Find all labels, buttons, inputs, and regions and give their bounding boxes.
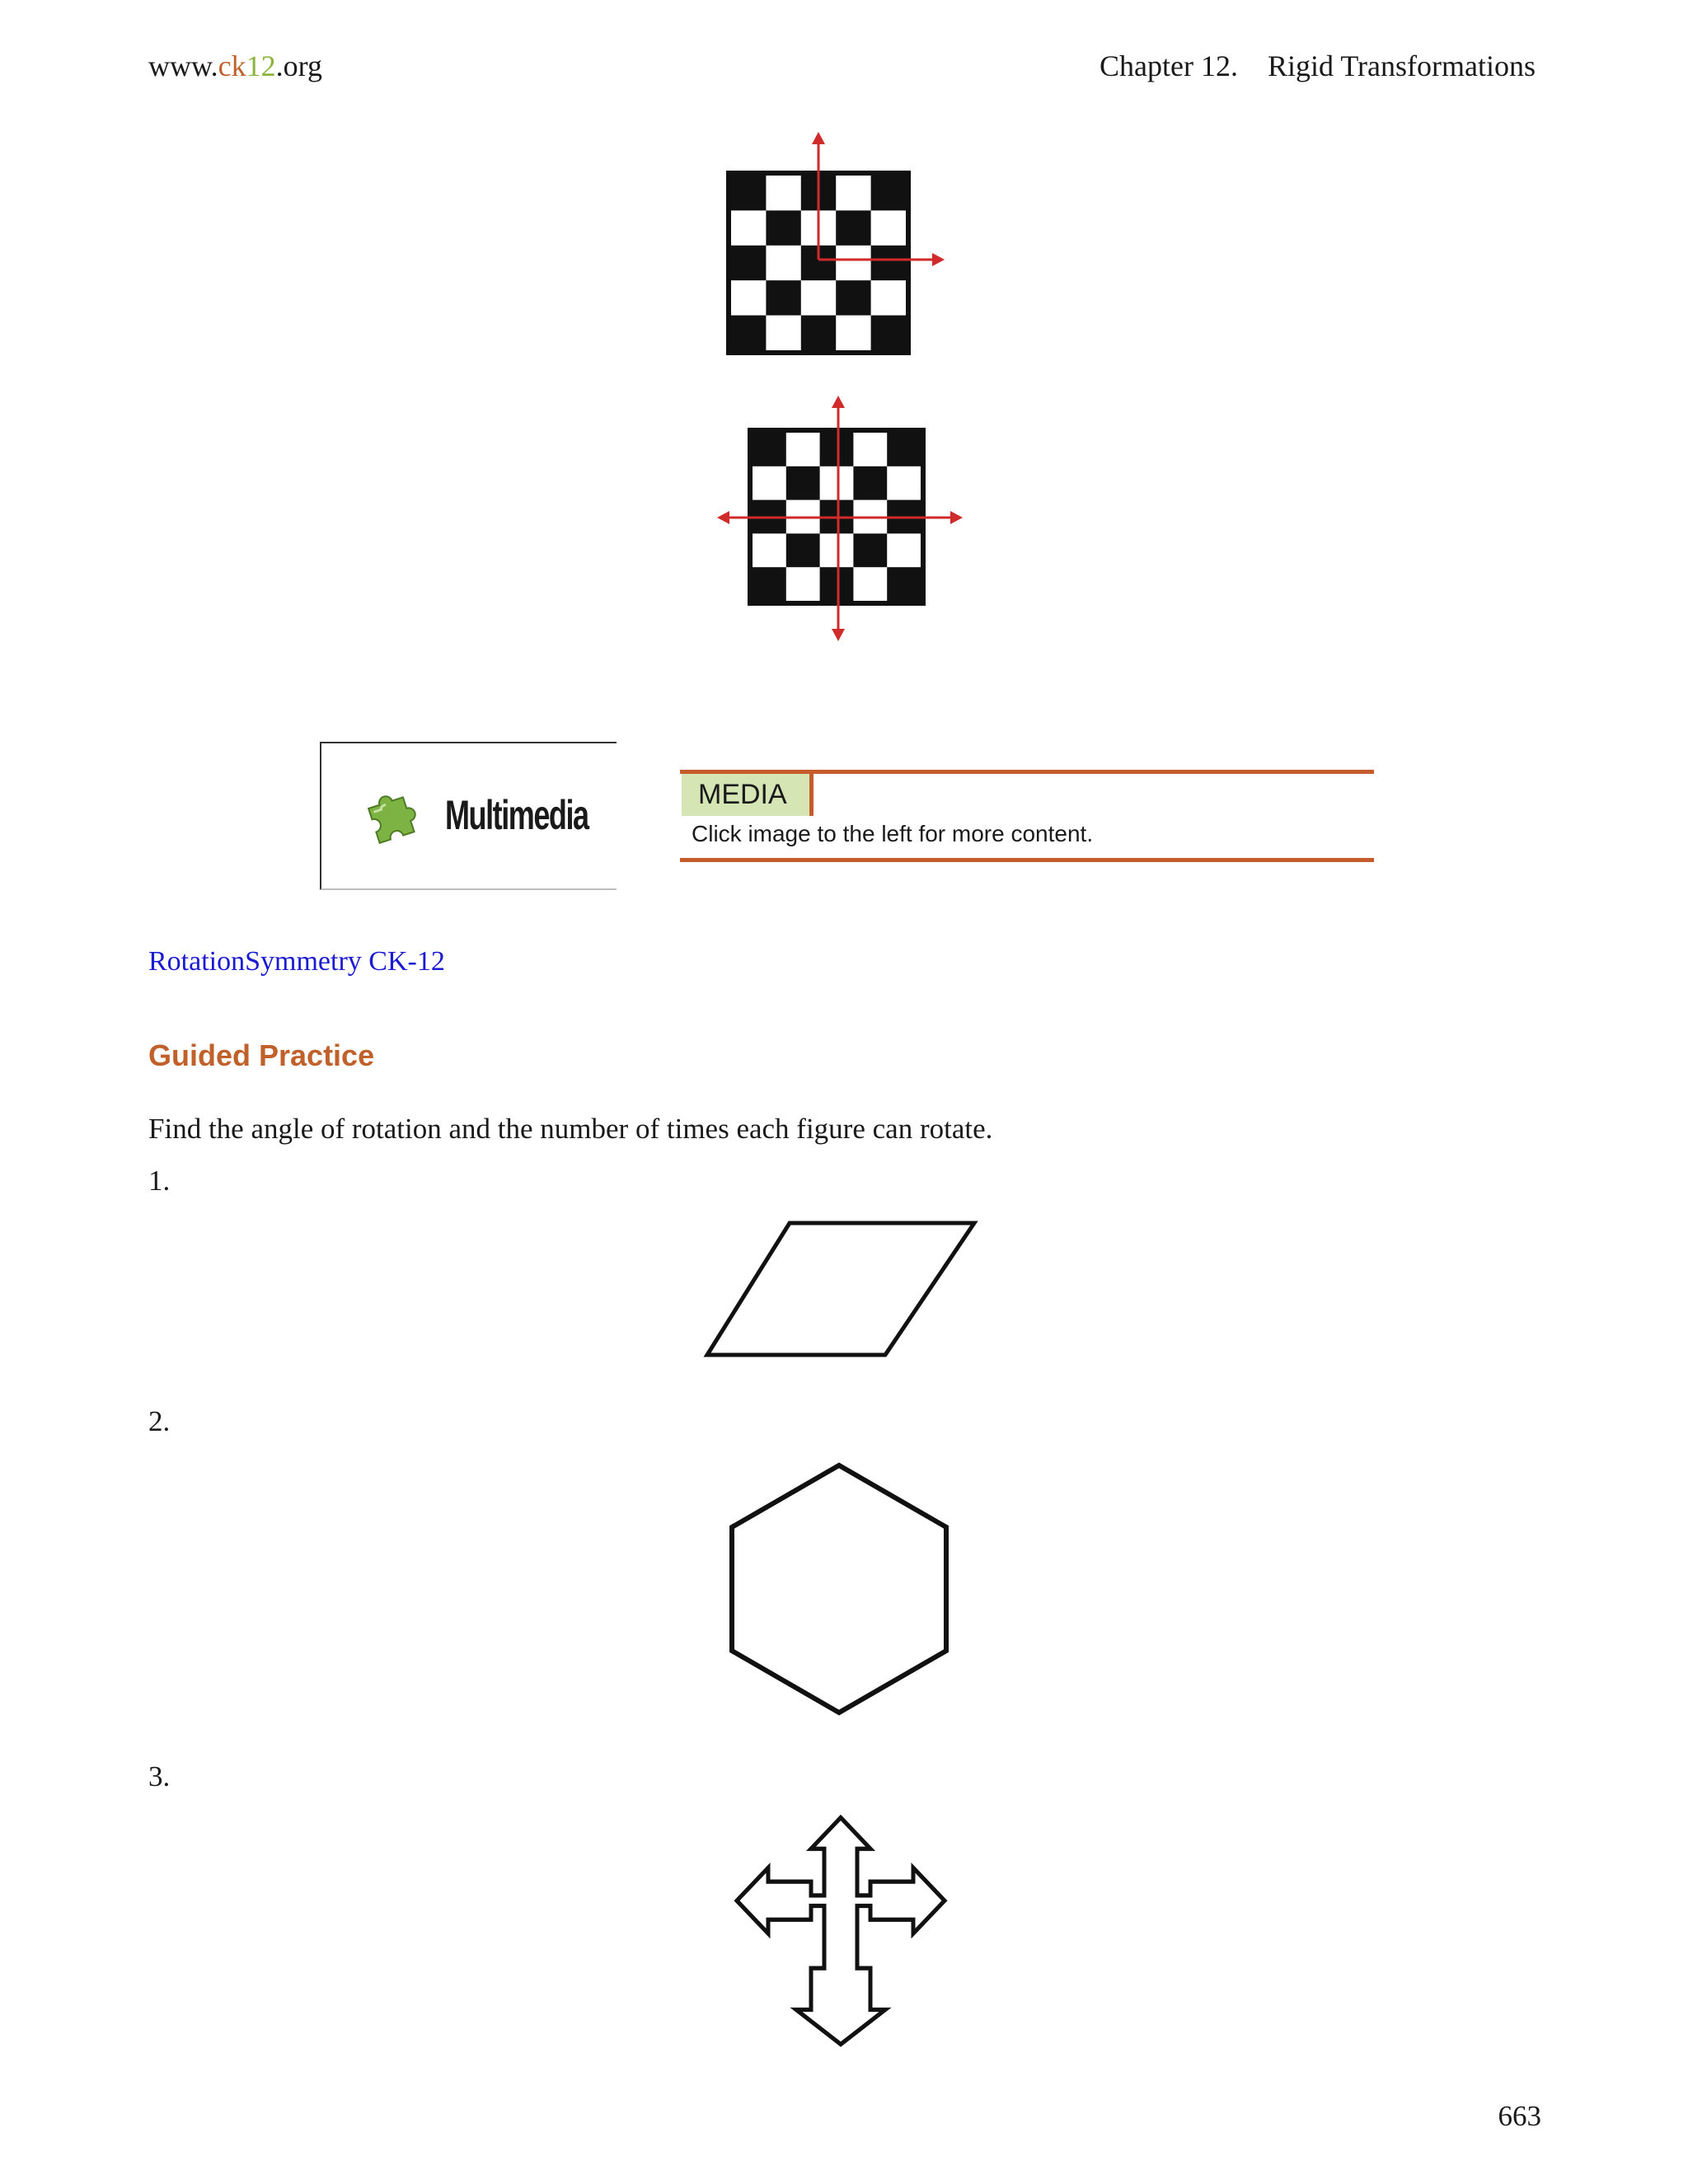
checkerboard-figure-full-axes [709, 387, 973, 651]
parallelogram-figure [701, 1218, 981, 1362]
site-url-ck: ck [218, 49, 246, 82]
checkerboard-figure-quarter-axes [725, 128, 948, 359]
media-caption: Click image to the left for more content. [692, 821, 1094, 846]
site-url-suffix: .org [275, 49, 322, 82]
site-url[interactable] [148, 48, 322, 84]
puzzle-piece-icon [361, 786, 427, 849]
site-url-12: 12 [246, 49, 276, 82]
rotation-symmetry-link[interactable]: RotationSymmetry CK-12 [148, 946, 445, 977]
multimedia-thumbnail[interactable] [320, 742, 617, 890]
hexagon-figure [725, 1459, 956, 1714]
page-number: 663 [1498, 2100, 1541, 2132]
media-panel [680, 770, 1374, 862]
problem-number-1: 1. [148, 1165, 171, 1197]
media-label: MEDIA [682, 774, 814, 816]
multimedia-logo-text: Multimedia [445, 792, 588, 838]
problem-number-2: 2. [148, 1405, 171, 1437]
problem-number-3: 3. [148, 1760, 171, 1793]
site-url-prefix: www. [148, 49, 218, 82]
instructions-text: Find the angle of rotation and the number of times each figure can rotate. [148, 1113, 993, 1145]
media-bottom-rule [680, 858, 1374, 862]
chapter-title: Chapter 12. Rigid Transformations [1100, 49, 1536, 82]
four-way-arrow-figure [725, 1817, 956, 2048]
section-title: Guided Practice [148, 1038, 375, 1072]
